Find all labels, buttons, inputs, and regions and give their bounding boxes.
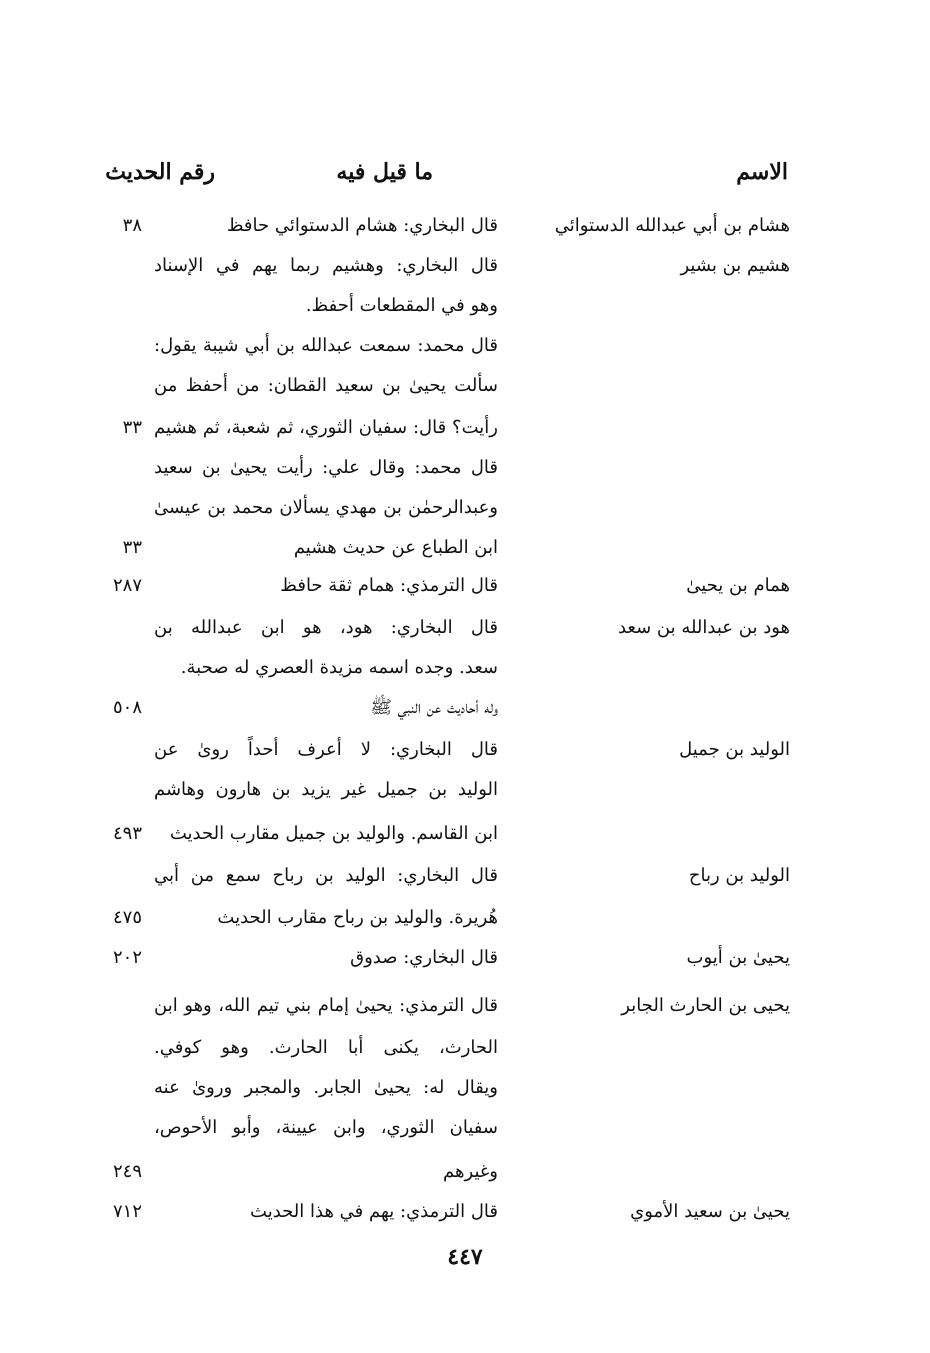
said-about-text: سفيان الثوري، وابن عيينة، وأبو الأحوص، bbox=[154, 1117, 498, 1138]
said-about-text: ابن القاسم. والوليد بن جميل مقارب الحديث bbox=[169, 823, 498, 844]
hadith-number: ٢٨٧ bbox=[112, 575, 142, 596]
hadith-number: ٧١٢ bbox=[112, 1201, 142, 1222]
hadith-number: ٤٧٥ bbox=[112, 907, 142, 928]
said-about-text: ابن الطباع عن حديث هشيم bbox=[293, 537, 498, 558]
said-about-text: قال الترمذي: يحيىٰ إمام بني تيم الله، وهو ابن bbox=[154, 995, 498, 1016]
said-about-text: قال البخاري: صدوق bbox=[350, 947, 498, 968]
said-about-text: وهو في المقطعات أحفظ. bbox=[305, 295, 498, 316]
hadith-number: ٢٤٩ bbox=[112, 1161, 142, 1182]
said-about-text: قال الترمذي: يهم في هذا الحديث bbox=[250, 1201, 498, 1222]
said-about-text: وله أحاديث عن النبي ﷺ bbox=[370, 697, 498, 718]
narrator-name: يحيى بن الحارث الجابر bbox=[621, 995, 790, 1016]
said-about-text: الحارث، يكنى أبا الحارث. وهو كوفي. bbox=[154, 1037, 498, 1058]
header-hadith-number: رقم الحديث bbox=[105, 159, 215, 185]
narrator-name: الوليد بن رباح bbox=[688, 865, 790, 886]
narrator-name: هود بن عبدالله بن سعد bbox=[617, 617, 790, 638]
hadith-number: ٣٣ bbox=[122, 537, 142, 558]
said-about-text: وعبدالرحمٰن بن مهدي يسألان محمد بن عيسىٰ bbox=[154, 497, 498, 518]
narrator-name: هشام بن أبي عبدالله الدستوائي bbox=[554, 215, 790, 236]
said-about-text: قال البخاري: هود، هو ابن عبدالله بن bbox=[154, 617, 498, 638]
narrator-name: يحيىٰ بن سعيد الأموي bbox=[630, 1201, 790, 1222]
said-about-text: الوليد بن جميل غير يزيد بن هارون وهاشم bbox=[154, 779, 498, 800]
page-number: ٤٤٧ bbox=[447, 1244, 483, 1270]
said-about-text: قال الترمذي: همام ثقة حافظ bbox=[280, 575, 498, 596]
said-about-text: قال البخاري: لا أعرف أحداً روىٰ عن bbox=[154, 739, 498, 760]
hadith-number: ٢٠٢ bbox=[112, 947, 142, 968]
said-about-text: قال البخاري: هشام الدستوائي حافظ bbox=[226, 215, 498, 236]
said-about-text: رأيت؟ قال: سفيان الثوري، ثم شعبة، ثم هشيم bbox=[154, 417, 498, 438]
said-about-text: سألت يحيىٰ بن سعيد القطان: من أحفظ من bbox=[154, 375, 498, 396]
hadith-number: ٣٣ bbox=[122, 417, 142, 438]
said-about-text: قال البخاري: وهشيم ربما يهم في الإسناد bbox=[154, 255, 498, 276]
said-about-text: قال محمد: سمعت عبدالله بن أبي شيبة يقول: bbox=[154, 335, 498, 356]
header-name: الاسم bbox=[736, 159, 788, 185]
said-about-text: هُريرة. والوليد بن رباح مقارب الحديث bbox=[217, 907, 498, 928]
said-about-text: قال محمد: وقال علي: رأيت يحيىٰ بن سعيد bbox=[154, 457, 498, 478]
narrator-name: الوليد بن جميل bbox=[679, 739, 790, 760]
header-said-about: ما قيل فيه bbox=[336, 159, 433, 185]
said-about-text: وغيرهم bbox=[443, 1161, 498, 1182]
narrator-name: يحيىٰ بن أيوب bbox=[686, 947, 790, 968]
said-about-text: سعد. وجده اسمه مزيدة العصري له صحبة. bbox=[180, 657, 498, 678]
narrator-name: همام بن يحيىٰ bbox=[686, 575, 790, 596]
hadith-number: ٣٨ bbox=[122, 215, 142, 236]
said-about-text: ويقال له: يحيىٰ الجابر. والمجبر وروىٰ عنه bbox=[154, 1077, 498, 1098]
hadith-number: ٤٩٣ bbox=[112, 823, 142, 844]
hadith-number: ٥٠٨ bbox=[112, 697, 142, 718]
said-about-text: قال البخاري: الوليد بن رباح سمع من أبي bbox=[154, 865, 498, 886]
narrator-name: هشيم بن بشير bbox=[680, 255, 790, 276]
